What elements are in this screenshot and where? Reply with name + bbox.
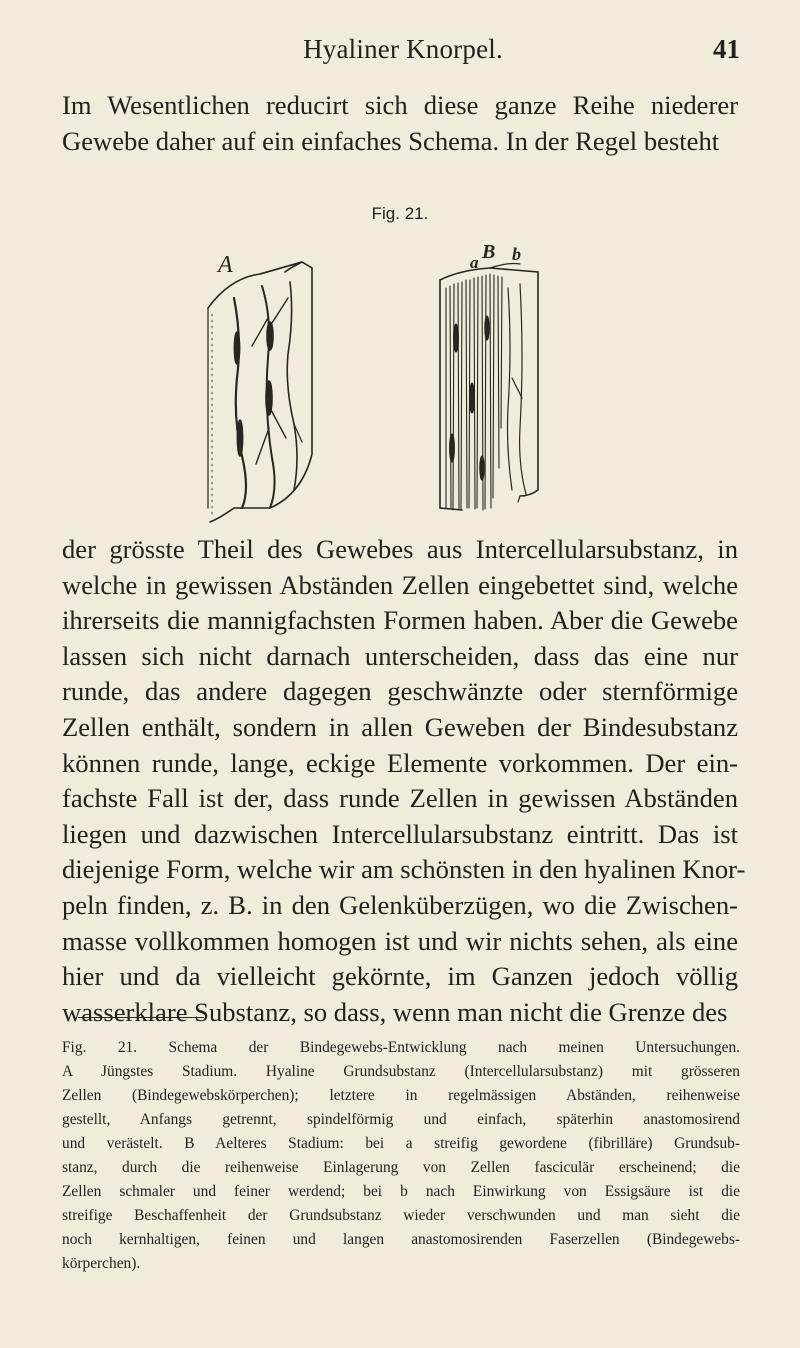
text-line: Im Wesentlichen reducirt sich diese ganze Reihe niederer <box>62 90 738 120</box>
text-line: liegen und dazwischen Intercellularsubstanz eintritt. Das ist <box>62 818 738 849</box>
caption-line: A Jüngstes Stadium. Hyaline Grundsubstanz (Intercellularsubstanz) mit grösseren <box>62 1063 740 1080</box>
panel-b-fibre-cells <box>508 284 527 494</box>
panel-label-b-upper: B <box>482 241 496 263</box>
text-line: lassen sich nicht darnach unterscheiden, dass das eine nur <box>62 640 738 671</box>
paragraph-main <box>62 532 746 1030</box>
text-line: peln finden, z. B. in den Gelenküberzügen, wo die Zwischen- <box>62 889 738 920</box>
text-line: ihrerseits die mannigfachsten Formen haben. Aber die Gewebe <box>62 605 738 636</box>
caption-line: und verästelt. B Aelteres Stadium: bei a streifig gewordene (fibrilläre) Grundsub- <box>62 1135 740 1152</box>
text-line: Gewebe daher auf ein einfaches Schema. In der Regel besteht <box>62 125 720 156</box>
text-line: fachste Fall ist der, dass runde Zellen in gewissen Abständen <box>62 783 738 814</box>
caption-line: stanz, durch die reihenweise Einlagerung von Zellen fasciculär erscheinend; die <box>62 1159 740 1176</box>
text-line: diejenige Form, welche wir am schönsten in den hyalinen Knor- <box>62 854 746 885</box>
caption-line: Fig. 21. Schema der Bindegewebs-Entwicklung nach meinen Untersuchungen. <box>62 1039 740 1056</box>
figure-caption <box>62 1036 740 1276</box>
page-header <box>66 34 740 74</box>
text-line: masse vollkommen homogen ist und wir nichts sehen, als eine <box>62 925 738 956</box>
paragraph-top <box>62 88 738 159</box>
text-line: können runde, lange, eckige Elemente vorkommen. Der ein- <box>62 747 738 778</box>
panel-b-outline <box>440 268 538 496</box>
text-line: hier und da vielleicht gekörnte, im Ganzen jedoch völlig <box>62 961 738 992</box>
panel-label-a-lower: a <box>470 253 479 272</box>
figure-label: Fig. 21. <box>371 204 429 223</box>
text-line: wasserklare Substanz, so dass, wenn man nicht die Grenze des <box>62 996 728 1027</box>
page-number: 41 <box>713 34 740 64</box>
caption-line: gestellt, Anfangs getrennt, spindelförmig und einfach, späterhin anastomosirend <box>62 1111 740 1128</box>
panel-a-cells <box>234 282 302 508</box>
running-title: Hyaliner Knorpel. <box>303 34 503 64</box>
text-line: runde, das andere dagegen geschwänzte oder sternförmige <box>62 676 738 707</box>
caption-line: noch kernhaltigen, feinen und langen anastomosirenden Faserzellen (Bindegewebs- <box>62 1231 740 1248</box>
panel-label-a-upper: A <box>218 252 233 278</box>
footnote-divider <box>78 1017 204 1018</box>
figure-21-illustration <box>190 228 590 528</box>
panel-label-b-lower: b <box>512 244 521 264</box>
text-line: Zellen enthält, sondern in allen Geweben der Bindesubstanz <box>62 711 738 742</box>
text-line: welche in gewissen Abständen Zellen eingebettet sind, welche <box>62 569 738 600</box>
text-line: der grösste Theil des Gewebes aus Intercellularsubstanz, in <box>62 534 738 564</box>
caption-line: streifige Beschaffenheit der Grundsubstanz wieder verschwunden und man sieht die <box>62 1207 740 1224</box>
caption-line: Zellen (Bindegewebskörperchen); letztere in regelmässigen Abständen, reihenweise <box>62 1087 740 1104</box>
panel-b-fibrils <box>446 274 502 510</box>
caption-line: körperchen). <box>62 1255 141 1272</box>
caption-line: Zellen schmaler und feiner werdend; bei b nach Einwirkung von Essigsäure ist die <box>62 1183 740 1200</box>
